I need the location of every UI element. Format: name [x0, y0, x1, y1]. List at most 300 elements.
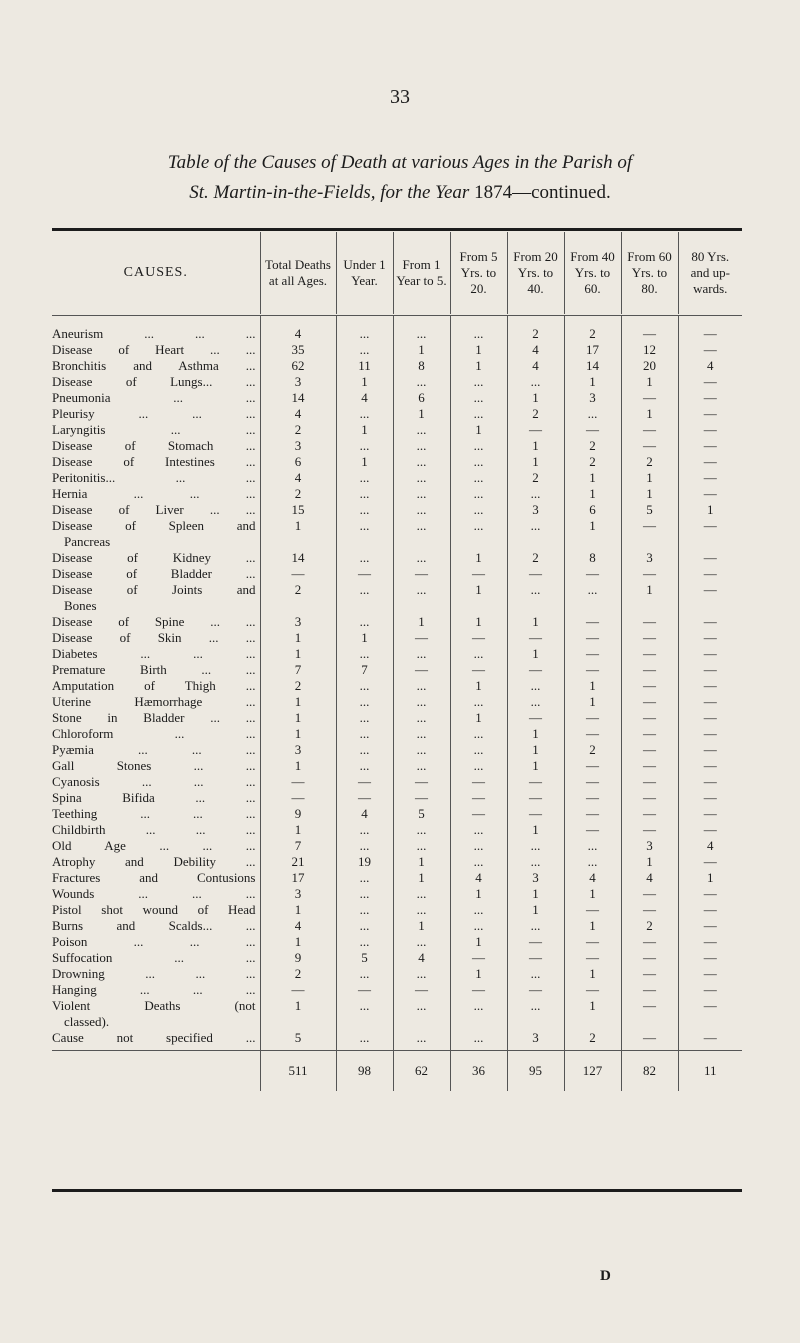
cause-label: Chloroform ... ... [52, 726, 256, 741]
cell-value: 4 [336, 806, 393, 822]
cell-value: 1 [260, 758, 336, 774]
cell-value: 2 [564, 454, 621, 470]
cell-value: — [678, 726, 742, 742]
cell-value: ... [336, 1030, 393, 1046]
cell-value: ... [336, 694, 393, 710]
cell-value: 1 [507, 822, 564, 838]
cell-value: 1 [260, 934, 336, 950]
table-row [52, 550, 742, 566]
cell-value: 1 [260, 646, 336, 662]
cause-label: Disease of Kidney ... [52, 550, 256, 565]
cell-value: 2 [260, 422, 336, 438]
cell-value: 3 [507, 502, 564, 518]
cause-label-line-1: Disease of Joints and [52, 582, 256, 597]
cell-value: 1 [507, 726, 564, 742]
cell-value: — [678, 742, 742, 758]
cell-value: ... [336, 902, 393, 918]
cell-value: 1 [260, 694, 336, 710]
table-row [52, 790, 742, 806]
cell-value: — [678, 710, 742, 726]
cell-value: ... [450, 390, 507, 406]
cell-value: 1 [260, 998, 336, 1030]
cause-label [52, 582, 260, 614]
cell-value: 1 [507, 902, 564, 918]
cause-label: Old Age ... ... ... [52, 838, 256, 853]
table-row [52, 870, 742, 886]
cell-value: 3 [621, 838, 678, 854]
cell-value: 1 [507, 438, 564, 454]
title-year: 1874—continued. [474, 182, 611, 203]
totals-label-blank [52, 1051, 260, 1092]
cell-value: — [678, 982, 742, 998]
cell-value: ... [393, 758, 450, 774]
cell-value: — [507, 934, 564, 950]
cell-value: — [621, 326, 678, 342]
cell-value: — [450, 806, 507, 822]
table-row [52, 1030, 742, 1046]
cell-value: 1 [260, 710, 336, 726]
cell-value: ... [336, 966, 393, 982]
cell-value: — [450, 630, 507, 646]
cell-value: ... [336, 822, 393, 838]
table-row [52, 502, 742, 518]
header-column-7: From 60 Yrs. to 80. [621, 232, 678, 314]
table-row [52, 982, 742, 998]
cell-value: 6 [393, 390, 450, 406]
cell-value: — [450, 774, 507, 790]
cell-value: 5 [260, 1030, 336, 1046]
cell-value: ... [393, 646, 450, 662]
table-row [52, 518, 742, 550]
cell-value: 1 [507, 614, 564, 630]
cell-value: ... [507, 918, 564, 934]
cause-label: Laryngitis ... ... [52, 422, 256, 437]
cause-label: Pneumonia ... ... [52, 390, 256, 405]
cell-value: 3 [621, 550, 678, 566]
table-row [52, 902, 742, 918]
cell-value: — [621, 806, 678, 822]
cell-value: — [678, 454, 742, 470]
cell-value: ... [450, 854, 507, 870]
cause-label: Burns and Scalds... ... [52, 918, 256, 933]
table-row [52, 438, 742, 454]
cell-value: 7 [260, 838, 336, 854]
bottom-rule [52, 1189, 742, 1192]
cell-value: ... [336, 934, 393, 950]
cell-value: 2 [621, 918, 678, 934]
signature-mark: D [600, 1268, 611, 1284]
total-value: 36 [450, 1051, 507, 1092]
cause-label: Disease of Skin ... ... [52, 630, 256, 645]
cell-value: 4 [260, 326, 336, 342]
cell-value: — [678, 694, 742, 710]
cell-value: 2 [260, 678, 336, 694]
cell-value: ... [393, 710, 450, 726]
cell-value: ... [393, 582, 450, 614]
cell-value: ... [450, 470, 507, 486]
cell-value: ... [336, 406, 393, 422]
cell-value: — [621, 422, 678, 438]
cell-value: 3 [260, 886, 336, 902]
cell-value: — [260, 982, 336, 998]
cell-value: ... [450, 694, 507, 710]
cell-value: — [564, 614, 621, 630]
cell-value: — [564, 422, 621, 438]
cell-value: 21 [260, 854, 336, 870]
cell-value: — [678, 646, 742, 662]
cell-value: ... [393, 550, 450, 566]
cell-value: 1 [393, 870, 450, 886]
cell-value: — [450, 982, 507, 998]
table-row [52, 342, 742, 358]
cell-value: ... [393, 1030, 450, 1046]
cause-label: Premature Birth ... ... [52, 662, 256, 677]
cell-value: ... [450, 374, 507, 390]
table-row [52, 806, 742, 822]
cell-value: ... [450, 822, 507, 838]
cell-value: ... [564, 406, 621, 422]
cell-value: 1 [564, 486, 621, 502]
cell-value: — [393, 982, 450, 998]
cell-value: — [507, 422, 564, 438]
cell-value: — [678, 1030, 742, 1046]
cell-value: 1 [450, 934, 507, 950]
cell-value: 1 [564, 918, 621, 934]
table-row [52, 422, 742, 438]
cell-value: — [678, 406, 742, 422]
cause-label: Disease of Intestines ... [52, 454, 256, 469]
cell-value: — [621, 662, 678, 678]
table-row [52, 918, 742, 934]
table-row [52, 838, 742, 854]
cell-value: 1 [678, 502, 742, 518]
cell-value: 1 [621, 854, 678, 870]
table-row [52, 758, 742, 774]
table-row [52, 582, 742, 614]
cause-label: Cause not specified ... [52, 1030, 256, 1045]
cell-value: — [678, 486, 742, 502]
table-body [52, 316, 742, 1092]
cause-label: Disease of Bladder ... [52, 566, 256, 581]
cell-value: — [336, 982, 393, 998]
cell-value: — [450, 566, 507, 582]
table-row [52, 854, 742, 870]
cell-value: 4 [260, 406, 336, 422]
cause-label: Bronchitis and Asthma ... [52, 358, 256, 373]
cell-value: 19 [336, 854, 393, 870]
cell-value: 14 [260, 550, 336, 566]
cell-value: ... [507, 518, 564, 550]
cause-label: Teething ... ... ... [52, 806, 256, 821]
cell-value: — [507, 806, 564, 822]
cell-value: — [621, 566, 678, 582]
cause-label: Gall Stones ... ... [52, 758, 256, 773]
header-column-5: From 20 Yrs. to 40. [507, 232, 564, 314]
cell-value: — [507, 710, 564, 726]
cell-value: 3 [260, 614, 336, 630]
cell-value: 5 [621, 502, 678, 518]
cell-value: 1 [564, 694, 621, 710]
cell-value: 17 [564, 342, 621, 358]
table-row [52, 678, 742, 694]
cell-value: 2 [564, 742, 621, 758]
cell-value: 1 [450, 614, 507, 630]
cell-value: 1 [450, 582, 507, 614]
cell-value: ... [393, 438, 450, 454]
cell-value: 3 [507, 870, 564, 886]
table-row [52, 950, 742, 966]
header-column-6: From 40 Yrs. to 60. [564, 232, 621, 314]
cell-value: 4 [678, 358, 742, 374]
cause-label: Disease of Lungs... ... [52, 374, 256, 389]
table-row [52, 630, 742, 646]
cell-value: 1 [621, 470, 678, 486]
table-row [52, 374, 742, 390]
cell-value: 14 [260, 390, 336, 406]
page-number: 33 [390, 86, 410, 108]
cell-value: — [564, 758, 621, 774]
cell-value: ... [393, 326, 450, 342]
cell-value: 4 [621, 870, 678, 886]
total-value: 98 [336, 1051, 393, 1092]
cell-value: — [621, 886, 678, 902]
cause-label: Disease of Spine ... ... [52, 614, 256, 629]
cell-value: 11 [336, 358, 393, 374]
table-row [52, 742, 742, 758]
cell-value: — [336, 790, 393, 806]
cell-value: ... [564, 582, 621, 614]
cell-value: 1 [621, 582, 678, 614]
cell-value: — [336, 566, 393, 582]
cell-value: ... [450, 838, 507, 854]
table-title [60, 148, 740, 208]
cause-label: Peritonitis... ... ... [52, 470, 256, 485]
cell-value: ... [450, 902, 507, 918]
cause-label [52, 998, 260, 1030]
cell-value: ... [507, 694, 564, 710]
cell-value: ... [393, 902, 450, 918]
cell-value: 4 [564, 870, 621, 886]
cell-value: — [564, 950, 621, 966]
cell-value: 4 [450, 870, 507, 886]
cell-value: 1 [564, 374, 621, 390]
header-row [52, 232, 742, 314]
cause-label: Pleurisy ... ... ... [52, 406, 256, 421]
cell-value: — [260, 790, 336, 806]
cell-value: — [678, 582, 742, 614]
cell-value: ... [336, 646, 393, 662]
cause-label: Drowning ... ... ... [52, 966, 256, 981]
cell-value: — [564, 982, 621, 998]
cell-value: 1 [450, 422, 507, 438]
cell-value: 1 [450, 342, 507, 358]
cause-label: Childbirth ... ... ... [52, 822, 256, 837]
cell-value: ... [393, 822, 450, 838]
table-row [52, 390, 742, 406]
cell-value: — [678, 998, 742, 1030]
cell-value: 1 [507, 454, 564, 470]
cell-value: 4 [336, 390, 393, 406]
cell-value: 1 [507, 886, 564, 902]
cause-label: Wounds ... ... ... [52, 886, 256, 901]
header-column-3: From 1 Year to 5. [393, 232, 450, 314]
cell-value: — [678, 470, 742, 486]
cell-value: ... [450, 998, 507, 1030]
table-row [52, 614, 742, 630]
cell-value: — [621, 998, 678, 1030]
table-row [52, 886, 742, 902]
cell-value: 1 [336, 422, 393, 438]
cell-value: ... [450, 646, 507, 662]
cell-value: ... [393, 374, 450, 390]
cell-value: 2 [621, 454, 678, 470]
cell-value: ... [336, 470, 393, 486]
table-header [52, 232, 742, 316]
cell-value: 7 [336, 662, 393, 678]
table-row [52, 966, 742, 982]
cell-value: 5 [393, 806, 450, 822]
cell-value: 1 [450, 550, 507, 566]
cell-value: 9 [260, 806, 336, 822]
cell-value: — [678, 806, 742, 822]
top-rule [52, 228, 742, 231]
cell-value: ... [450, 742, 507, 758]
cell-value: — [621, 390, 678, 406]
cell-value: — [564, 630, 621, 646]
cell-value: — [678, 886, 742, 902]
total-value: 511 [260, 1051, 336, 1092]
title-line-2 [60, 178, 740, 208]
cell-value: 1 [393, 854, 450, 870]
cell-value: ... [336, 438, 393, 454]
cell-value: 1 [678, 870, 742, 886]
cell-value: 14 [564, 358, 621, 374]
cell-value: — [678, 566, 742, 582]
cell-value: — [621, 646, 678, 662]
cell-value: — [678, 662, 742, 678]
cell-value: — [507, 950, 564, 966]
cell-value: ... [393, 966, 450, 982]
table-row [52, 934, 742, 950]
table-row [52, 326, 742, 342]
table-row [52, 406, 742, 422]
cell-value: 1 [564, 470, 621, 486]
cause-label: Aneurism ... ... ... [52, 326, 256, 341]
cell-value: 1 [336, 630, 393, 646]
cell-value: 1 [564, 886, 621, 902]
totals-row [52, 1051, 742, 1092]
cell-value: 8 [393, 358, 450, 374]
cell-value: ... [336, 726, 393, 742]
cause-label [52, 518, 260, 550]
cell-value: 62 [260, 358, 336, 374]
cause-label: Stone in Bladder ... ... [52, 710, 256, 725]
cell-value: — [678, 918, 742, 934]
cell-value: ... [450, 1030, 507, 1046]
cell-value: ... [450, 502, 507, 518]
cell-value: 6 [564, 502, 621, 518]
cell-value: ... [507, 486, 564, 502]
cell-value: — [621, 902, 678, 918]
cell-value: ... [393, 502, 450, 518]
cause-label-line-1: Disease of Spleen and [52, 518, 256, 533]
cell-value: ... [393, 678, 450, 694]
header-column-1: Total Deaths at all Ages. [260, 232, 336, 314]
cause-label-line-1: Violent Deaths (not [52, 998, 256, 1013]
cell-value: — [621, 614, 678, 630]
cell-value: 1 [450, 886, 507, 902]
cell-value: 2 [507, 326, 564, 342]
cell-value: 2 [564, 438, 621, 454]
cell-value: 17 [260, 870, 336, 886]
cell-value: 2 [507, 406, 564, 422]
cell-value: — [678, 934, 742, 950]
cell-value: ... [507, 374, 564, 390]
cell-value: 1 [564, 966, 621, 982]
cell-value: ... [450, 918, 507, 934]
cell-value: — [507, 630, 564, 646]
table-row [52, 822, 742, 838]
cell-value: — [393, 790, 450, 806]
cell-value: ... [336, 550, 393, 566]
cell-value: — [621, 774, 678, 790]
header-column-2: Under 1 Year. [336, 232, 393, 314]
table-row [52, 566, 742, 582]
cell-value: 1 [393, 406, 450, 422]
cell-value: — [450, 662, 507, 678]
cell-value: 8 [564, 550, 621, 566]
cell-value: 1 [260, 902, 336, 918]
cell-value: 1 [260, 630, 336, 646]
cell-value: 2 [260, 966, 336, 982]
cell-value: — [621, 822, 678, 838]
table-row [52, 486, 742, 502]
cell-value: — [678, 854, 742, 870]
cell-value: 9 [260, 950, 336, 966]
cell-value: 3 [260, 438, 336, 454]
cell-value: ... [507, 838, 564, 854]
cell-value: ... [507, 966, 564, 982]
cell-value: ... [393, 518, 450, 550]
header-causes: CAUSES. [123, 265, 188, 280]
cell-value: — [621, 1030, 678, 1046]
cell-value: ... [336, 886, 393, 902]
cell-value: — [678, 630, 742, 646]
cell-value: — [678, 342, 742, 358]
cell-value: ... [393, 838, 450, 854]
cell-value: ... [564, 854, 621, 870]
title-line-2-text: St. Martin-in-the-Fields, for the Year [189, 182, 470, 203]
cell-value: — [336, 774, 393, 790]
cell-value: — [678, 822, 742, 838]
cell-value: — [564, 774, 621, 790]
cell-value: ... [450, 406, 507, 422]
cell-value: ... [507, 998, 564, 1030]
header-column-8: 80 Yrs. and up-wards. [678, 232, 742, 314]
table-row [52, 726, 742, 742]
cause-label: Disease of Heart ... ... [52, 342, 256, 357]
cell-value: 4 [507, 342, 564, 358]
cell-value: ... [336, 582, 393, 614]
cell-value: ... [336, 838, 393, 854]
cause-label: Disease of Liver ... ... [52, 502, 256, 517]
cell-value: ... [336, 742, 393, 758]
cell-value: — [678, 390, 742, 406]
cell-value: — [678, 678, 742, 694]
total-value: 82 [621, 1051, 678, 1092]
cell-value: 20 [621, 358, 678, 374]
cell-value: ... [336, 678, 393, 694]
